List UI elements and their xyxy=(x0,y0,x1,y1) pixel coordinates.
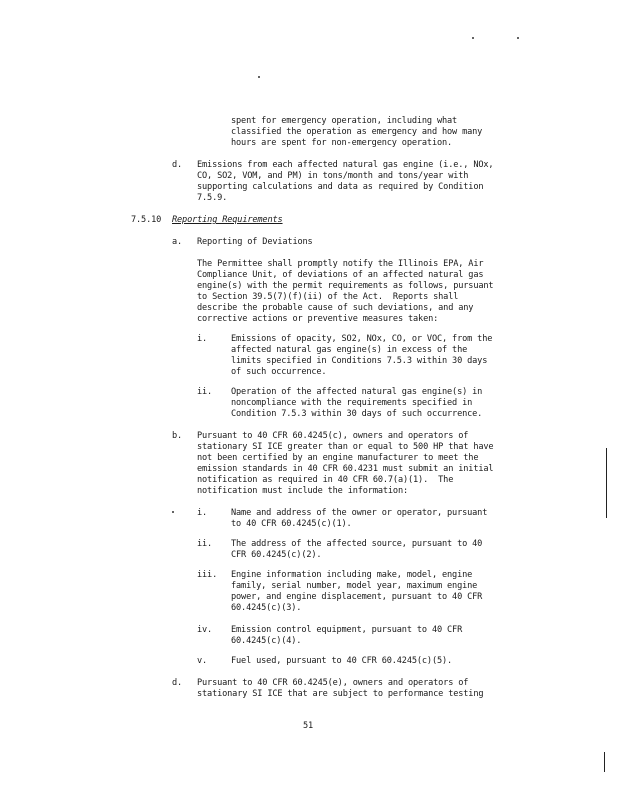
scan-speck xyxy=(172,511,174,513)
item-b-ii-line: The address of the affected source, pursuant to 40 xyxy=(231,539,483,549)
item-b-iv-label: iv. xyxy=(197,625,213,635)
scan-speck xyxy=(472,37,474,39)
item-a-label: a. xyxy=(172,237,183,247)
item-a-i-line: limits specified in Conditions 7.5.3 within 30 days xyxy=(231,356,488,366)
scan-speck xyxy=(517,37,519,39)
item-d2-line: Pursuant to 40 CFR 60.4245(e), owners and operators of xyxy=(197,678,469,688)
item-b-line: emission standards in 40 CFR 60.4231 must submit an initial xyxy=(197,464,494,474)
item-b-ii-label: ii. xyxy=(197,539,213,549)
item-a-ii-label: ii. xyxy=(197,387,213,397)
item-a-ii-line: Operation of the affected natural gas engine(s) in xyxy=(231,387,483,397)
item-d2-label: d. xyxy=(172,678,183,688)
item-a-para-line: describe the probable cause of such deviations, and any xyxy=(197,303,474,313)
item-a-i-line: affected natural gas engine(s) in excess of the xyxy=(231,345,468,355)
item-a-title: Reporting of Deviations xyxy=(197,237,313,247)
item-b-iv-line: Emission control equipment, pursuant to 40 CFR xyxy=(231,625,463,635)
item-b-iii-line: family, serial number, model year, maximum engine xyxy=(231,581,478,591)
item-b-line: stationary SI ICE greater than or equal to 500 HP that have xyxy=(197,442,494,452)
item-b-iii-line: 60.4245(c)(3). xyxy=(231,603,302,613)
item-b-ii-line: CFR 60.4245(c)(2). xyxy=(231,550,322,560)
item-a-ii-line: Condition 7.5.3 within 30 days of such occurrence. xyxy=(231,409,483,419)
item-b-label: b. xyxy=(172,431,183,441)
item-b-line: not been certified by an engine manufacturer to meet the xyxy=(197,453,479,463)
item-a-i-line: of such occurrence. xyxy=(231,367,327,377)
item-b-i-line: Name and address of the owner or operator, pursuant xyxy=(231,508,488,518)
scan-speck xyxy=(258,76,260,78)
item-b-line: Pursuant to 40 CFR 60.4245(c), owners and operators of xyxy=(197,431,469,441)
item-d-line: CO, SO2, VOM, and PM) in tons/month and tons/year with xyxy=(197,171,469,181)
item-b-iii-line: Engine information including make, model, engine xyxy=(231,570,473,580)
item-d-line: 7.5.9. xyxy=(197,193,228,203)
scan-edge-mark xyxy=(604,752,605,772)
item-d-line: Emissions from each affected natural gas engine (i.e., NOx, xyxy=(197,160,494,170)
item-b-iv-line: 60.4245(c)(4). xyxy=(231,636,302,646)
item-a-para-line: engine(s) with the permit requirements as follows, pursuant xyxy=(197,281,494,291)
item-a-para-line: corrective actions or preventive measures taken: xyxy=(197,314,439,324)
item-b-line: notification must include the information: xyxy=(197,486,409,496)
item-d2-line: stationary SI ICE that are subject to performance testing xyxy=(197,689,484,699)
item-d-label: d. xyxy=(172,160,183,170)
carryover-line: spent for emergency operation, including what xyxy=(231,116,458,126)
item-b-i-label: i. xyxy=(197,508,208,518)
item-a-para-line: to Section 39.5(7)(f)(ii) of the Act. Reports shall xyxy=(197,292,459,302)
carryover-line: hours are spent for non-emergency operation. xyxy=(231,138,453,148)
scan-edge-mark xyxy=(606,448,607,518)
item-b-iii-label: iii. xyxy=(197,570,218,580)
section-number: 7.5.10 xyxy=(131,215,162,225)
item-b-v-line: Fuel used, pursuant to 40 CFR 60.4245(c)(5). xyxy=(231,656,453,666)
item-a-para-line: The Permittee shall promptly notify the Illinois EPA, Air xyxy=(197,259,484,269)
item-b-line: notification as required in 40 CFR 60.7(a)(1). The xyxy=(197,475,454,485)
page-number: 51 xyxy=(303,721,314,731)
item-d-line: supporting calculations and data as required by Condition xyxy=(197,182,484,192)
item-b-i-line: to 40 CFR 60.4245(c)(1). xyxy=(231,519,352,529)
carryover-line: classified the operation as emergency and how many xyxy=(231,127,483,137)
item-b-v-label: v. xyxy=(197,656,208,666)
item-a-i-label: i. xyxy=(197,334,208,344)
section-title: Reporting Requirements xyxy=(172,215,283,225)
item-a-para-line: Compliance Unit, of deviations of an affected natural gas xyxy=(197,270,484,280)
item-a-i-line: Emissions of opacity, SO2, NOx, CO, or VOC, from the xyxy=(231,334,493,344)
item-b-iii-line: power, and engine displacement, pursuant to 40 CFR xyxy=(231,592,483,602)
item-a-ii-line: noncompliance with the requirements specified in xyxy=(231,398,473,408)
